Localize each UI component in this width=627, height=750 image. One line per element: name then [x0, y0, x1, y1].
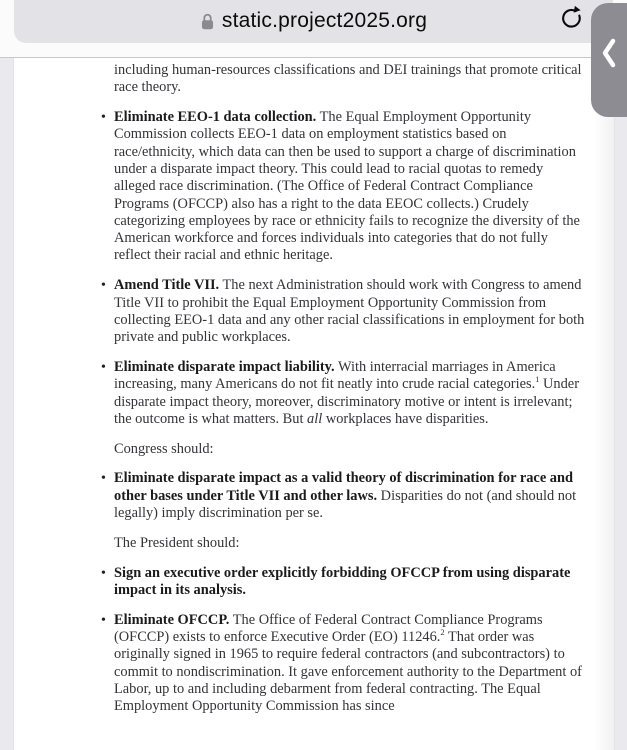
browser-chrome [0, 0, 627, 58]
paragraph-text [114, 62, 582, 95]
document-blocks [14, 57, 614, 728]
text-segment: With interracial marriages in America increasing, many Americans do not fit neatly into crude racial categories. [114, 358, 556, 393]
text-segment: The next Administration should work with Congress to amend Title VII to prohibit the Equal Employment Opportunity Commission from collecting EEO-1 data and any other racial classifications in employment for both private and public workplaces. [114, 277, 585, 346]
bullet-marker: • [101, 359, 106, 375]
paragraph-text [114, 535, 240, 551]
text-segment: The President should: [114, 534, 240, 551]
bullet-item [101, 359, 586, 428]
footnote-marker: 2 [440, 627, 445, 638]
paragraph-text [114, 565, 586, 600]
bullet-item [101, 277, 586, 346]
text-segment: The Equal Employment Opportunity Commission collects EEO-1 data on employment statistics based on race/ethnicity, which data can then be used to support a charge of discrimination under a disparate impact theory. This could lead to racial quotas to remedy alleged race discrimination. (The Office of Federal Contract Compliance Programs (OFCCP) also has a right to the data EEOC collects.) Crudely categorizing employees by race or ethnicity fails to recognize the diversity of the American workforce and forces individuals into categories that do not fully reflect their racial and ethnic heritage. [114, 109, 580, 264]
text-segment: That order was originally signed in 1965 to require federal contractors (and subcontractors) to commit to nondiscrimination. It gave enforcement authority to the Department of Labor, up to and including debarment from federal contracting. The Equal Employment Opportunity Commission has since [114, 629, 582, 715]
text-segment: Eliminate disparate impact as a valid theory of discrimination for race and other bases under Title VII and other laws. [114, 470, 574, 504]
text-segment: Under disparate impact theory, moreover, discriminatory motive or intent is irrelevant; the outcome is what matters. But [114, 376, 579, 427]
bullet-marker: • [101, 278, 106, 294]
lock-icon [200, 12, 215, 31]
paragraph-text [114, 441, 214, 457]
text-segment: Eliminate disparate impact liability. [114, 358, 335, 375]
pdf-page [13, 57, 615, 750]
paragraph [114, 441, 586, 458]
reload-icon [560, 5, 583, 30]
reload-button[interactable] [559, 4, 583, 30]
sidebar-tab[interactable] [591, 3, 627, 117]
text-segment: Eliminate EEO-1 data collection. [114, 109, 317, 126]
bullet-marker: • [101, 565, 106, 581]
bullet-item [101, 565, 586, 600]
paragraph-text [114, 359, 586, 428]
text-segment: Congress should: [114, 440, 214, 457]
text-segment: Eliminate OFCCP. [114, 611, 230, 628]
bullet-marker: • [101, 471, 106, 487]
bullet-item [101, 470, 586, 522]
text-segment: workplaces have disparities. [322, 410, 489, 427]
pdf-viewport[interactable] [0, 57, 627, 750]
bullet-item [101, 109, 586, 265]
chevron-left-icon [601, 38, 617, 73]
bullet-marker: • [101, 612, 106, 628]
paragraph-text [114, 470, 586, 522]
paragraph [114, 535, 586, 552]
text-segment: The Office of Federal Contract Compliance Programs (OFCCP) exists to enforce Executive Order (EO) 11246. [114, 611, 543, 646]
paragraph [114, 62, 586, 97]
url-row [0, 0, 627, 42]
bullet-marker: • [101, 110, 106, 126]
text-segment: Amend Title VII. [114, 277, 220, 294]
url-text: static.project2025.org [221, 9, 428, 32]
paragraph-text [114, 277, 586, 346]
text-segment: Disparities do not (and should not legally) imply discrimination per se. [114, 487, 577, 522]
text-segment: including human-resources classifications and DEI trainings that promote critical race theory. [114, 62, 582, 96]
bullet-item [101, 612, 586, 716]
text-segment: all [307, 410, 323, 427]
footnote-marker: 1 [535, 374, 540, 385]
paragraph-text [114, 109, 586, 265]
text-segment: Sign an executive order explicitly forbidding OFCCP from using disparate impact in its analysis. [114, 564, 571, 598]
paragraph-text [114, 612, 586, 716]
